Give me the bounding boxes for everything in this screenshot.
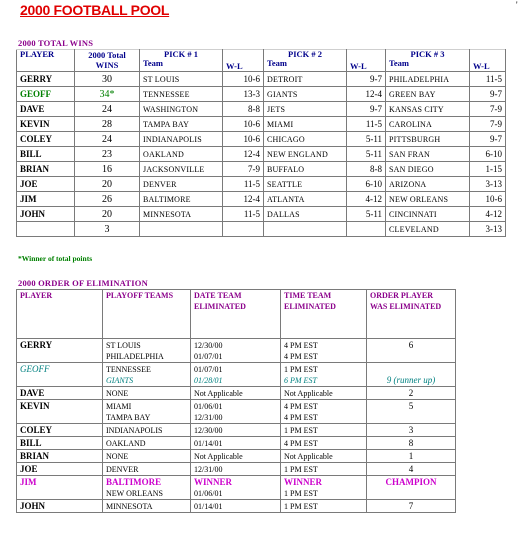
wins-player-cell: COLEY	[17, 132, 75, 147]
elim-player-cell: GERRY	[17, 339, 103, 363]
elim-order-cell: 3	[367, 424, 456, 437]
pick1-wl-cell: 10-6	[223, 132, 264, 147]
elim-times-cell	[281, 450, 367, 463]
pick2-wl-cell: 8-8	[347, 162, 386, 177]
elim-dates-cell	[191, 500, 281, 513]
wins-row	[17, 162, 506, 177]
pick1-team-cell: TENNESSEE	[140, 87, 223, 102]
pick1-wl-cell: 12-4	[223, 147, 264, 162]
elim-time-line: 1 PM EST	[284, 489, 318, 498]
elim-header-row	[17, 290, 456, 339]
elim-row	[17, 437, 456, 450]
col-wl2	[347, 50, 386, 72]
elim-time-line: 1 PM EST	[284, 365, 318, 374]
elim-time-line: 4 PM EST	[284, 402, 318, 411]
pick2-team-cell: GIANTS	[264, 87, 347, 102]
wins-total-cell: 26	[75, 192, 140, 207]
elim-teams-cell	[103, 450, 191, 463]
wins-player-cell: JIM	[17, 192, 75, 207]
elim-team-line: INDIANAPOLIS	[106, 426, 163, 435]
elim-date-line: 01/14/01	[194, 502, 223, 511]
pick2-wl-cell: 12-4	[347, 87, 386, 102]
elim-teams-cell	[103, 500, 191, 513]
elim-row	[17, 463, 456, 476]
elim-team-line: MIAMI	[106, 402, 132, 411]
tick-mark: '	[516, 0, 518, 10]
elim-time-line: 6 PM EST	[284, 376, 317, 385]
pick2-wl-cell: 5-11	[347, 147, 386, 162]
pick2-wl-cell: 5-11	[347, 207, 386, 222]
col-elim-player: PLAYER	[17, 290, 103, 339]
col-date-eliminated: DATE TEAM ELIMINATED	[191, 290, 281, 339]
elim-order-cell: 4	[367, 463, 456, 476]
wins-player-cell: GERRY	[17, 72, 75, 87]
wins-row	[17, 72, 506, 87]
elim-time-line: 4 PM EST	[284, 439, 318, 448]
pick3-wl-cell: 4-12	[470, 207, 506, 222]
elim-dates-cell	[191, 437, 281, 450]
footnote: *Winner of total points	[18, 254, 93, 263]
elim-times-cell	[281, 387, 367, 400]
elim-time-line: 1 PM EST	[284, 502, 318, 511]
elim-times-cell	[281, 437, 367, 450]
elim-date-line: 01/07/01	[194, 365, 223, 374]
wins-header-row	[17, 50, 506, 72]
wins-player-cell: BRIAN	[17, 162, 75, 177]
elim-order-cell: 9 (runner up)	[367, 363, 456, 387]
pick1-team-cell: BALTIMORE	[140, 192, 223, 207]
wins-row	[17, 207, 506, 222]
pick3-wl-cell: 10-6	[470, 192, 506, 207]
elim-player-cell: JIM	[17, 476, 103, 500]
elim-row	[17, 476, 456, 500]
elim-date-line: 01/06/01	[194, 489, 223, 498]
elim-dates-cell	[191, 400, 281, 424]
elim-time-line: 4 PM EST	[284, 352, 318, 361]
elim-player-cell: BRIAN	[17, 450, 103, 463]
elim-times-cell	[281, 463, 367, 476]
pick2-team-label: Team	[267, 58, 287, 68]
elim-teams-cell	[103, 437, 191, 450]
pick1-wl-cell	[223, 222, 264, 237]
pick1-label: PICK # 1	[164, 49, 198, 59]
pick3-team-cell: ARIZONA	[386, 177, 470, 192]
pick1-wl-cell: 13-3	[223, 87, 264, 102]
elim-player-cell: KEVIN	[17, 400, 103, 424]
elim-team-line: TENNESSEE	[106, 365, 151, 374]
wins-row	[17, 177, 506, 192]
pick2-wl-cell: 6-10	[347, 177, 386, 192]
pick3-wl-cell: 7-9	[470, 102, 506, 117]
elim-times-cell	[281, 400, 367, 424]
elim-time-line: 1 PM EST	[284, 465, 318, 474]
pick1-wl-cell: 7-9	[223, 162, 264, 177]
elimination-table	[16, 289, 456, 513]
wins-total-cell: 20	[75, 207, 140, 222]
elim-row	[17, 450, 456, 463]
elim-times-cell	[281, 500, 367, 513]
elim-date-line: 12/30/00	[194, 341, 223, 350]
elim-section-title: 2000 ORDER OF ELIMINATION	[18, 278, 148, 288]
elim-team-line: GIANTS	[106, 376, 134, 385]
pick3-team-cell: PHILADELPHIA	[386, 72, 470, 87]
pick2-wl-cell: 5-11	[347, 132, 386, 147]
wl3-label: W-L	[473, 61, 490, 71]
wins-total-cell: 24	[75, 132, 140, 147]
pick3-wl-cell: 3-13	[470, 222, 506, 237]
elim-times-cell	[281, 476, 367, 500]
wins-row	[17, 147, 506, 162]
pick1-team-label: Team	[143, 58, 163, 68]
elim-team-line: BALTIMORE	[106, 477, 162, 487]
elim-teams-cell	[103, 476, 191, 500]
pick2-wl-cell: 11-5	[347, 117, 386, 132]
wins-total-cell: 16	[75, 162, 140, 177]
wins-total-cell: 34*	[75, 87, 140, 102]
wins-row	[17, 132, 506, 147]
page-title: 2000 FOOTBALL POOL	[20, 2, 170, 18]
col-pick1	[140, 50, 223, 72]
elim-player-cell: JOHN	[17, 500, 103, 513]
elim-date-line: 12/31/00	[194, 413, 223, 422]
pick3-team-cell: CINCINNATI	[386, 207, 470, 222]
elim-date-line: 01/06/01	[194, 402, 223, 411]
elim-teams-cell	[103, 424, 191, 437]
elim-date-line: Not Applicable	[194, 389, 243, 398]
pick3-wl-cell: 9-7	[470, 87, 506, 102]
pick3-wl-cell: 9-7	[470, 132, 506, 147]
elim-team-line: MINNESOTA	[106, 502, 153, 511]
elim-time-line: Not Applicable	[284, 389, 333, 398]
pick3-wl-cell: 6-10	[470, 147, 506, 162]
elim-dates-cell	[191, 424, 281, 437]
pick1-team-cell: OAKLAND	[140, 147, 223, 162]
col-playoff-teams: PLAYOFF TEAMS	[103, 290, 191, 339]
wins-player-cell	[17, 222, 75, 237]
wl1-label: W-L	[226, 61, 243, 71]
elim-teams-cell	[103, 463, 191, 476]
elim-dates-cell	[191, 450, 281, 463]
pick2-team-cell: DETROIT	[264, 72, 347, 87]
col-pick3	[386, 50, 470, 72]
elim-times-cell	[281, 339, 367, 363]
elim-row	[17, 387, 456, 400]
wins-player-cell: GEOFF	[17, 87, 75, 102]
elim-row	[17, 500, 456, 513]
pick3-wl-cell: 1-15	[470, 162, 506, 177]
pick1-wl-cell: 11-5	[223, 177, 264, 192]
pick2-team-cell: BUFFALO	[264, 162, 347, 177]
pick1-wl-cell: 10-6	[223, 117, 264, 132]
elim-time-line: WINNER	[284, 477, 323, 487]
pick2-team-cell: NEW ENGLAND	[264, 147, 347, 162]
pick1-wl-cell: 10-6	[223, 72, 264, 87]
elim-player-cell: BILL	[17, 437, 103, 450]
elim-row	[17, 424, 456, 437]
wins-row	[17, 222, 506, 237]
elim-order-cell: 7	[367, 500, 456, 513]
pick2-team-cell	[264, 222, 347, 237]
total-wins-table	[16, 49, 506, 237]
elim-time-line: 1 PM EST	[284, 426, 318, 435]
pick1-team-cell	[140, 222, 223, 237]
col-wl1	[223, 50, 264, 72]
elim-teams-cell	[103, 400, 191, 424]
wins-row	[17, 117, 506, 132]
elim-order-cell: 8	[367, 437, 456, 450]
wins-row	[17, 192, 506, 207]
wins-total-cell: 20	[75, 177, 140, 192]
elim-dates-cell	[191, 339, 281, 363]
pick2-team-cell: ATLANTA	[264, 192, 347, 207]
elim-dates-cell	[191, 463, 281, 476]
elim-time-line: Not Applicable	[284, 452, 333, 461]
wins-player-cell: DAVE	[17, 102, 75, 117]
wins-player-cell: JOE	[17, 177, 75, 192]
pick2-team-cell: DALLAS	[264, 207, 347, 222]
elim-date-line: 01/07/01	[194, 352, 223, 361]
pick1-wl-cell: 11-5	[223, 207, 264, 222]
wins-player-cell: KEVIN	[17, 117, 75, 132]
col-time-eliminated: TIME TEAM ELIMINATED	[281, 290, 367, 339]
elim-team-line: DENVER	[106, 465, 139, 474]
wins-row	[17, 87, 506, 102]
pick3-team-cell: CLEVELAND	[386, 222, 470, 237]
pick3-wl-cell: 7-9	[470, 117, 506, 132]
col-player: PLAYER	[17, 50, 75, 72]
elim-player-cell: DAVE	[17, 387, 103, 400]
pick2-team-cell: MIAMI	[264, 117, 347, 132]
elim-dates-cell	[191, 363, 281, 387]
elim-order-cell: 2	[367, 387, 456, 400]
elim-teams-cell	[103, 363, 191, 387]
pick3-team-cell: GREEN BAY	[386, 87, 470, 102]
pick3-team-label: Team	[389, 58, 409, 68]
pick2-wl-cell: 9-7	[347, 102, 386, 117]
pick1-team-cell: JACKSONVILLE	[140, 162, 223, 177]
elim-player-cell: JOE	[17, 463, 103, 476]
elim-row	[17, 363, 456, 387]
wins-section-title: 2000 TOTAL WINS	[18, 38, 94, 48]
elim-team-line: NONE	[106, 389, 129, 398]
pick3-label: PICK # 3	[410, 49, 445, 59]
elim-times-cell	[281, 424, 367, 437]
pick3-team-cell: PITTSBURGH	[386, 132, 470, 147]
pick3-team-cell: NEW ORLEANS	[386, 192, 470, 207]
elim-player-cell: COLEY	[17, 424, 103, 437]
wl2-label: W-L	[350, 61, 367, 71]
wins-total-cell: 28	[75, 117, 140, 132]
col-pick2	[264, 50, 347, 72]
wins-total-cell: 23	[75, 147, 140, 162]
elim-order-cell: 1	[367, 450, 456, 463]
col-order-eliminated: ORDER PLAYER WAS ELIMINATED	[367, 290, 456, 339]
elim-row	[17, 339, 456, 363]
pick3-team-cell: SAN FRAN	[386, 147, 470, 162]
pick2-team-cell: CHICAGO	[264, 132, 347, 147]
elim-team-line: OAKLAND	[106, 439, 146, 448]
pick1-team-cell: TAMPA BAY	[140, 117, 223, 132]
pick3-team-cell: KANSAS CITY	[386, 102, 470, 117]
elim-teams-cell	[103, 339, 191, 363]
elim-dates-cell	[191, 476, 281, 500]
wins-total-cell: 3	[75, 222, 140, 237]
elim-row	[17, 400, 456, 424]
pick1-wl-cell: 8-8	[223, 102, 264, 117]
elim-time-line: 4 PM EST	[284, 413, 318, 422]
elim-order-cell: CHAMPION	[367, 476, 456, 500]
pick1-team-cell: ST LOUIS	[140, 72, 223, 87]
wins-row	[17, 102, 506, 117]
elim-date-line: 12/30/00	[194, 426, 223, 435]
wins-total-cell: 24	[75, 102, 140, 117]
col-total-wins: 2000 Total WINS	[75, 50, 140, 72]
elim-date-line: 12/31/00	[194, 465, 223, 474]
pick1-team-cell: DENVER	[140, 177, 223, 192]
pick1-wl-cell: 12-4	[223, 192, 264, 207]
pick3-team-cell: CAROLINA	[386, 117, 470, 132]
elim-team-line: TAMPA BAY	[106, 413, 151, 422]
elim-time-line: 4 PM EST	[284, 341, 318, 350]
pick1-team-cell: WASHINGTON	[140, 102, 223, 117]
elim-times-cell	[281, 363, 367, 387]
col-wl3	[470, 50, 506, 72]
elim-team-line: ST LOUIS	[106, 341, 141, 350]
elim-teams-cell	[103, 387, 191, 400]
pick2-wl-cell	[347, 222, 386, 237]
pick3-wl-cell: 11-5	[470, 72, 506, 87]
pick2-team-cell: SEATTLE	[264, 177, 347, 192]
elim-team-line: NEW ORLEANS	[106, 489, 163, 498]
elim-order-cell: 5	[367, 400, 456, 424]
pick2-wl-cell: 9-7	[347, 72, 386, 87]
elim-date-line: 01/14/01	[194, 439, 223, 448]
elim-date-line: WINNER	[194, 477, 233, 487]
elim-player-cell: GEOFF	[17, 363, 103, 387]
wins-player-cell: JOHN	[17, 207, 75, 222]
wins-player-cell: BILL	[17, 147, 75, 162]
elim-team-line: NONE	[106, 452, 129, 461]
elim-date-line: Not Applicable	[194, 452, 243, 461]
elim-order-cell: 6	[367, 339, 456, 363]
elim-team-line: PHILADELPHIA	[106, 352, 164, 361]
pick2-wl-cell: 4-12	[347, 192, 386, 207]
pick3-team-cell: SAN DIEGO	[386, 162, 470, 177]
elim-dates-cell	[191, 387, 281, 400]
pick1-team-cell: INDIANAPOLIS	[140, 132, 223, 147]
wins-total-cell: 30	[75, 72, 140, 87]
pick2-team-cell: JETS	[264, 102, 347, 117]
elim-date-line: 01/28/01	[194, 376, 223, 385]
pick1-team-cell: MINNESOTA	[140, 207, 223, 222]
pick3-wl-cell: 3-13	[470, 177, 506, 192]
pick2-label: PICK # 2	[288, 49, 322, 59]
